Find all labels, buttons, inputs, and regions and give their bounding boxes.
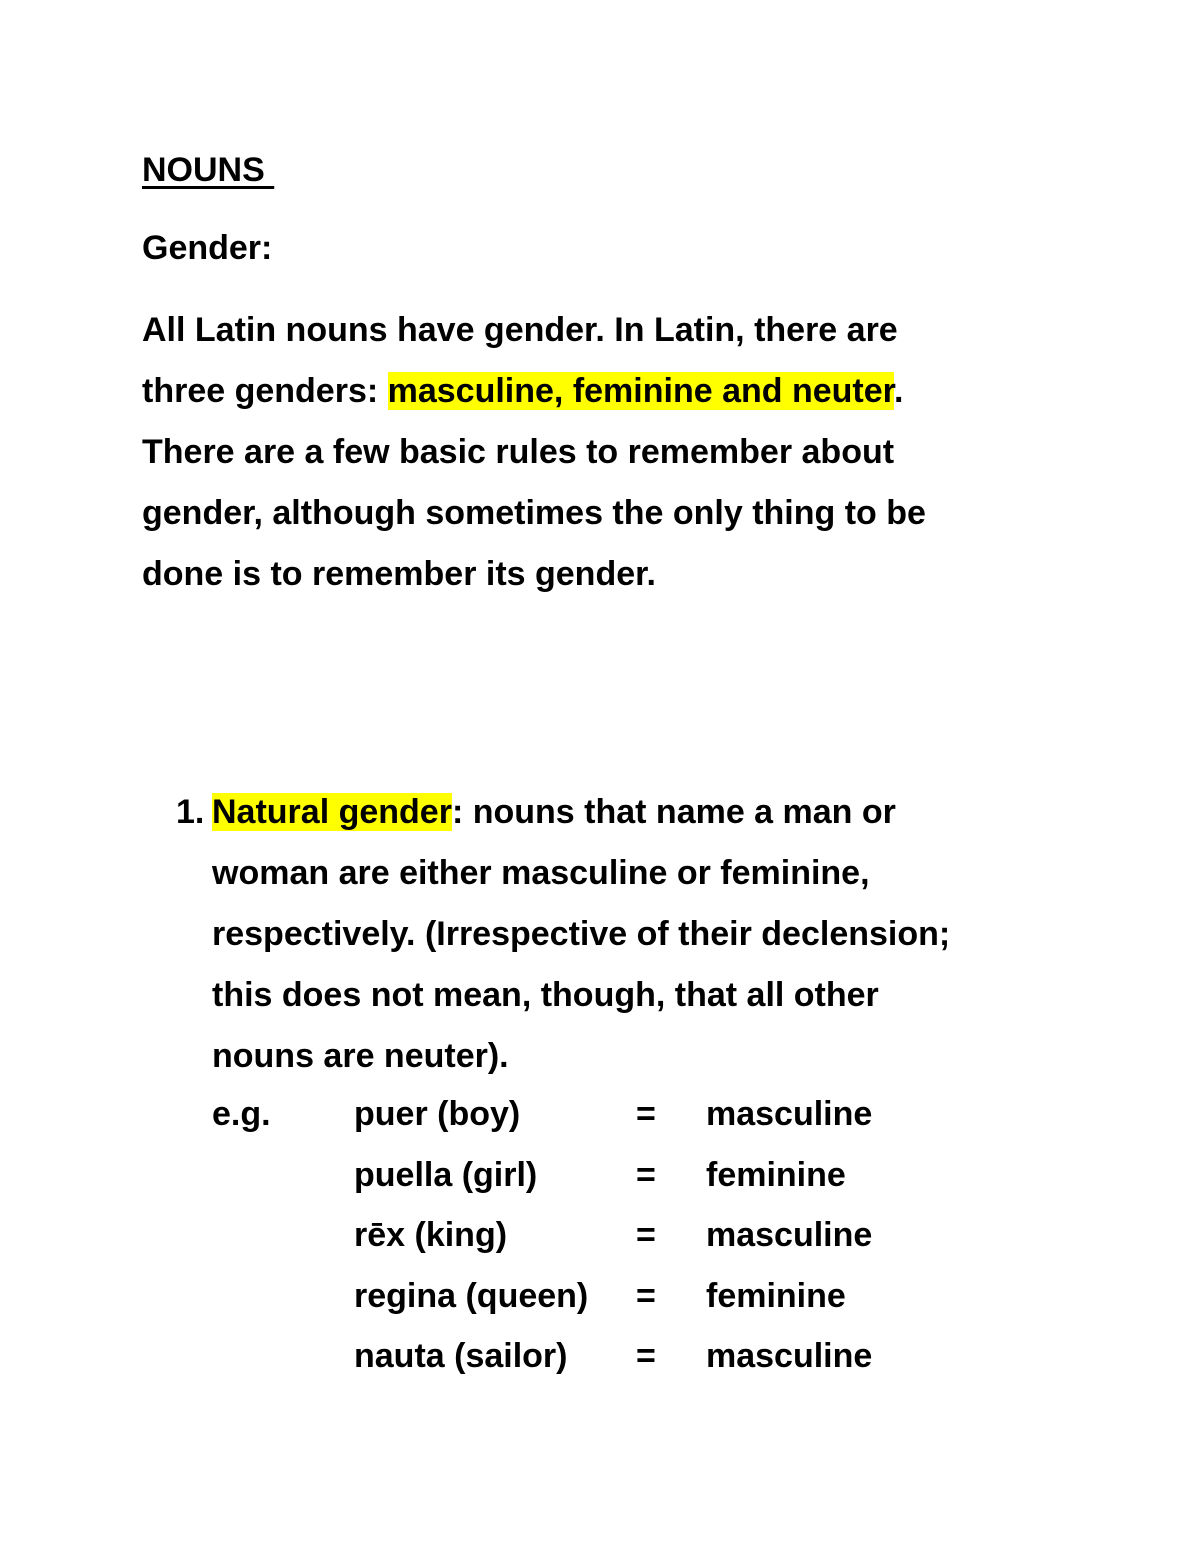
example-noun: regina (queen) [354,1276,589,1315]
example-equals: = [636,1095,656,1133]
example-noun: puer (boy) [354,1095,521,1133]
example-equals: = [636,1276,656,1315]
example-gender: masculine [706,1095,873,1133]
list-item-natural-gender [212,782,1112,1087]
example-noun: nauta (sailor) [354,1337,568,1375]
section-heading-gender: Gender: [142,229,273,267]
example-noun: puella (girl) [354,1155,538,1194]
list-item-number: 1. [176,793,205,831]
example-equals: = [636,1216,656,1254]
intro-line-1: All Latin nouns have gender. In Latin, there are [142,311,898,349]
intro-line-3: There are a few basic rules to remember about [142,433,895,471]
list-line-3: respectively. (Irrespective of their declension; [212,915,951,953]
highlighted-natural-gender: Natural gender [212,793,452,831]
intro-line-4: gender, although sometimes the only thing to be [142,494,926,532]
intro-line-2 [142,361,1042,422]
example-gender: feminine [706,1155,846,1194]
example-gender: masculine [706,1216,873,1254]
examples-lead: e.g. [212,1095,271,1133]
intro-line-2-text: three genders: [142,372,388,410]
example-equals: = [636,1155,656,1194]
page-title: NOUNS [142,151,275,189]
example-gender: masculine [706,1337,873,1375]
list-line-4: this does not mean, though, that all other [212,976,879,1014]
intro-paragraph [142,300,1042,605]
highlighted-genders: masculine, feminine and neuter [387,372,894,410]
list-line-1-text: : nouns that name a man or [451,793,896,831]
intro-line-2-period: . [894,372,904,410]
example-equals: = [636,1337,656,1375]
example-noun: rēx (king) [354,1216,508,1254]
list-line-1 [212,782,1112,843]
list-line-5: nouns are neuter). [212,1037,509,1075]
example-gender: feminine [706,1276,846,1315]
list-line-2: woman are either masculine or feminine, [212,854,870,892]
intro-line-5: done is to remember its gender. [142,555,656,593]
